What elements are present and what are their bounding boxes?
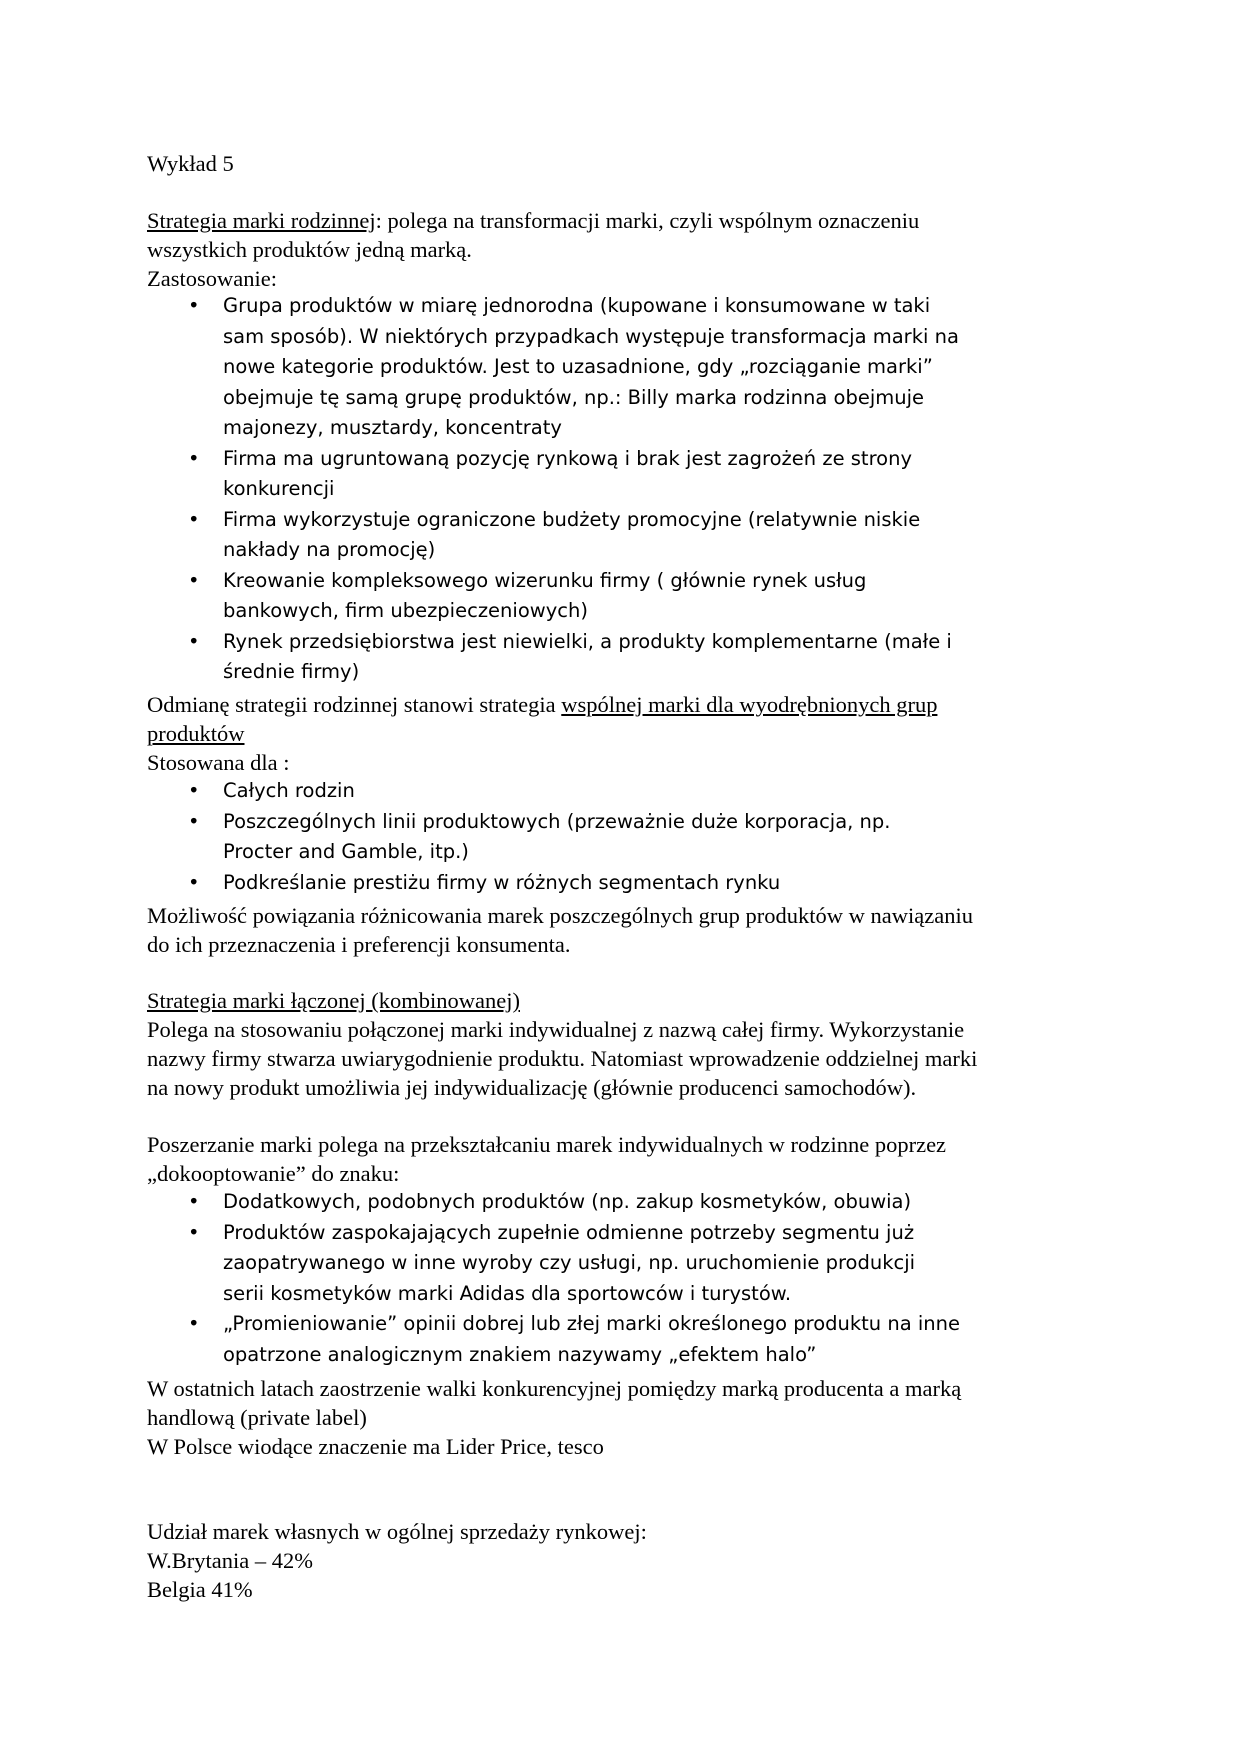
- list-item: [147, 1309, 960, 1370]
- text-line: konkurencji: [223, 477, 335, 500]
- document-title: [147, 149, 234, 178]
- text-segment: Odmianę strategii rodzinnej stanowi strategia: [147, 692, 562, 717]
- text-line: [147, 986, 977, 1015]
- text-line: Belgia 41%: [147, 1577, 253, 1602]
- paragraph-private-label: [147, 1374, 961, 1461]
- bullet-icon: •: [188, 1190, 200, 1213]
- text-line: Całych rodzin: [223, 779, 355, 802]
- list-item: [147, 807, 891, 868]
- text-line: Wykład 5: [147, 151, 234, 176]
- text-line: [147, 690, 937, 719]
- list-item: [147, 1187, 960, 1218]
- text-line: Poszerzanie marki polega na przekształcaniu marek indywidualnych w rodzinne poprzez: [147, 1132, 947, 1157]
- list-item: [147, 291, 959, 444]
- text-line: obejmuje tę samą grupę produktów, np.: Billy marka rodzinna obejmuje: [223, 385, 925, 409]
- text-line: opatrzone analogicznym znakiem nazywamy „efektem halo”: [223, 1342, 817, 1366]
- underlined-heading: Strategia marki łączonej (kombinowanej): [147, 988, 520, 1013]
- text-line: W ostatnich latach zaostrzenie walki konkurencyjnej pomiędzy marką producenta a marką: [147, 1376, 962, 1401]
- bullet-icon: •: [188, 779, 200, 802]
- text-line: Udział marek własnych w ogólnej sprzedaży rynkowej:: [147, 1519, 647, 1544]
- paragraph-possibility: [147, 901, 973, 959]
- text-line: serii kosmetyków marki Adidas dla sportowców i turystów.: [223, 1281, 792, 1305]
- list-item: [147, 444, 959, 505]
- text-line: Procter and Gamble, itp.): [223, 840, 469, 863]
- list-item: [147, 566, 959, 627]
- text-line: Firma ma ugruntowaną pozycję rynkową i brak jest zagrożeń ze strony: [223, 446, 912, 470]
- text-line: Dodatkowych, podobnych produktów (np. zakup kosmetyków, obuwia): [223, 1190, 912, 1213]
- text-segment: : polega na transformacji marki, czyli wspólnym oznaczeniu: [375, 208, 920, 233]
- bullet-icon: •: [188, 1312, 200, 1335]
- paragraph-combined-brand: [147, 986, 977, 1102]
- paragraph-brand-extension: [147, 1130, 946, 1188]
- text-line: „Promieniowanie” opinii dobrej lub złej marki określonego produktu na inne: [223, 1312, 961, 1335]
- text-line: Możliwość powiązania różnicowania marek poszczególnych grup produktów w nawiązaniu: [147, 903, 973, 928]
- text-line: Produktów zaspokajających zupełnie odmienne potrzeby segmentu już: [223, 1220, 915, 1244]
- text-line: sam sposób). W niektórych przypadkach występuje transformacja marki na: [223, 324, 959, 348]
- text-line: Stosowana dla :: [147, 750, 290, 775]
- bullet-icon: •: [188, 568, 200, 592]
- text-line: nazwy firmy stwarza uwiarygodnienie produktu. Natomiast wprowadzenie oddzielnej marki: [147, 1046, 978, 1071]
- paragraph-variant: [147, 690, 937, 777]
- list-used-for: [147, 776, 891, 898]
- text-line: Polega na stosowaniu połączonej marki indywidualnej z nazwą całej firmy. Wykorzystanie: [147, 1017, 965, 1042]
- text-line: W Polsce wiodące znaczenie ma Lider Price, tesco: [147, 1434, 604, 1459]
- text-line: Podkreślanie prestiżu firmy w różnych segmentach rynku: [223, 870, 781, 894]
- text-line: Grupa produktów w miarę jednorodna (kupowane i konsumowane w taki: [223, 294, 931, 317]
- bullet-icon: •: [188, 1220, 200, 1244]
- text-line: średnie firmy): [223, 660, 360, 683]
- list-item: [147, 776, 891, 807]
- text-line: Zastosowanie:: [147, 266, 277, 291]
- underlined-heading: Strategia marki rodzinnej: [147, 208, 376, 233]
- bullet-icon: •: [188, 629, 200, 653]
- text-line: Rynek przedsiębiorstwa jest niewielki, a produkty komplementarne (małe i: [223, 629, 952, 653]
- bullet-icon: •: [188, 507, 200, 531]
- text-line: „dokooptowanie” do znaku:: [147, 1161, 400, 1186]
- list-item: [147, 1218, 960, 1310]
- bullet-icon: •: [188, 446, 200, 470]
- text-line: [147, 719, 937, 748]
- bullet-icon: •: [188, 870, 200, 894]
- text-line: wszystkich produktów jedną marką.: [147, 237, 472, 262]
- text-line: nowe kategorie produktów. Jest to uzasadnione, gdy „rozciąganie marki”: [223, 355, 933, 378]
- bullet-icon: •: [188, 294, 200, 317]
- underlined-heading: wspólnej marki dla wyodrębnionych grup: [561, 692, 938, 717]
- text-line: Poszczególnych linii produktowych (przeważnie duże korporacja, np.: [223, 809, 891, 833]
- list-extension: [147, 1187, 960, 1370]
- list-item: [147, 505, 959, 566]
- text-line: bankowych, firm ubezpieczeniowych): [223, 599, 588, 622]
- text-line: [147, 206, 919, 235]
- text-line: handlową (private label): [147, 1405, 367, 1430]
- text-line: majonezy, musztardy, koncentraty: [223, 416, 562, 439]
- list-item: [147, 868, 891, 899]
- paragraph-family-brand: [147, 206, 919, 293]
- text-line: Kreowanie kompleksowego wizerunku firmy ( głównie rynek usług: [223, 568, 867, 592]
- text-line: W.Brytania – 42%: [147, 1548, 314, 1573]
- list-application: [147, 291, 959, 688]
- paragraph-share: [147, 1517, 647, 1604]
- text-line: Firma wykorzystuje ograniczone budżety promocyjne (relatywnie niskie: [223, 507, 921, 531]
- text-line: na nowy produkt umożliwia jej indywidualizację (głównie producenci samochodów).: [147, 1075, 917, 1100]
- text-line: nakłady na promocję): [223, 538, 436, 561]
- underlined-heading: produktów: [147, 721, 245, 746]
- list-item: [147, 627, 959, 688]
- text-line: zaopatrywanego w inne wyroby czy usługi, np. uruchomienie produkcji: [223, 1251, 916, 1274]
- bullet-icon: •: [188, 809, 200, 833]
- text-line: do ich przeznaczenia i preferencji konsumenta.: [147, 932, 571, 957]
